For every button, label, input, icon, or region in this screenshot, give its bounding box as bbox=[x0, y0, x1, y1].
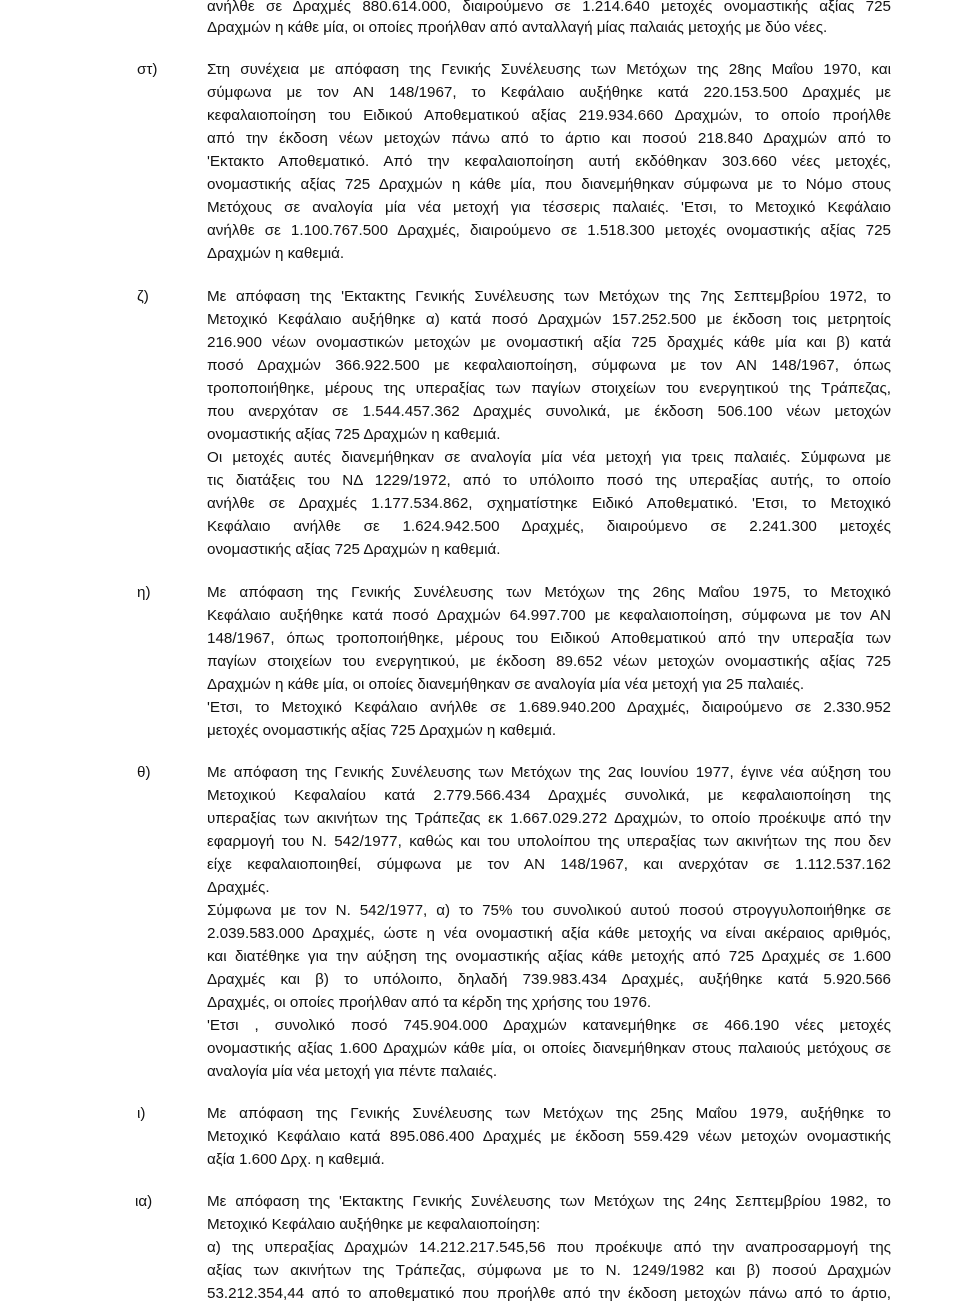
paragraph-line: 53.212.354,44 από το αποθεματικό που προήλθε από την έκδοση μετοχών πάνω από το άρτιο, bbox=[207, 1285, 891, 1302]
paragraph-line: αξίας των ακινήτων της Τράπεζας, σύμφωνα με το Ν. 1249/1982 και β) ποσού Δραχμών bbox=[207, 1262, 891, 1279]
paragraph-line: 'Ετσι , συνολικό ποσό 745.904.000 Δραχμών κατανεμήθηκε σε 466.190 νέες μετοχές bbox=[207, 1017, 891, 1034]
paragraph-line: Σύμφωνα με τον Ν. 542/1977, α) το 75% του συνολικού αυτού ποσού στρογγυλοποιήθηκε σε bbox=[207, 902, 891, 919]
paragraph-line: Με απόφαση της Γενικής Συνέλευσης των Μετόχων της 2ας Ιουνίου 1977, έγινε νέα αύξηση του bbox=[207, 764, 891, 781]
paragraph-line: κεφαλαιοποίηση του Ειδικού Αποθεματικού αξίας 219.934.660 Δραχμών, το οποίο προήλθε bbox=[207, 107, 891, 124]
paragraph-line: Οι μετοχές αυτές διανεμήθηκαν σε αναλογία μία νέα μετοχή για τρεις παλαιές. Σύμφωνα με bbox=[207, 449, 891, 466]
section-marker: ια) bbox=[135, 1193, 153, 1210]
paragraph-line: τροποποιήθηκε, μέρους της υπεραξίας των παγίων στοιχείων του ενεργητικού της Τράπεζας, bbox=[207, 380, 891, 397]
paragraph-line: Με απόφαση της Γενικής Συνέλευσης των Μετόχων της 25ης Μαΐου 1979, αυξήθηκε το bbox=[207, 1105, 891, 1122]
paragraph-line: Δραχμές, οι οποίες προήλθαν από τα κέρδη της χρήσης του 1976. bbox=[207, 994, 652, 1011]
paragraph-line: Μετόχους σε αναλογία μία νέα μετοχή για τέσσερις παλαιές. 'Ετσι, το Μετοχικό Κεφάλαιο bbox=[207, 199, 891, 216]
paragraph-line: ποσό Δραχμών 366.922.500 με κεφαλαιοποίηση, σύμφωνα με τον ΑΝ 148/1967, όπως bbox=[207, 357, 891, 374]
paragraph-line: Μετοχικό Κεφάλαιο αυξήθηκε α) κατά ποσό Δραχμών 157.252.500 με έκδοση τοις μετρητοίς bbox=[207, 311, 891, 328]
paragraph-line: Στη συνέχεια με απόφαση της Γενικής Συνέλευσης των Μετόχων της 28ης Μαΐου 1970, και bbox=[207, 61, 891, 78]
section-marker: θ) bbox=[137, 764, 151, 781]
paragraph-line: αναλογία μία νέα μετοχή για πέντε παλαιές. bbox=[207, 1063, 498, 1080]
paragraph-line: Δραχμών η καθεμιά. bbox=[207, 245, 345, 262]
paragraph-line: 216.900 νέων ονομαστικών μετοχών με ονομαστική αξία 725 δραχμές κάθε μία και β) κατά bbox=[207, 334, 891, 351]
paragraph-line: ονομαστικής αξίας 725 Δραχμών η καθεμιά. bbox=[207, 541, 501, 558]
paragraph-line: από την έκδοση νέων μετοχών πάνω από το άρτιο και ποσού 218.840 Δραχμών από το bbox=[207, 130, 891, 147]
paragraph-line: και διατέθηκε για την αύξηση της ονομαστικής αξίας κάθε μετοχής από 725 Δραχμές σε 1.600 bbox=[207, 948, 891, 965]
paragraph-line: Με απόφαση της Γενικής Συνέλευσης των Μετόχων της 26ης Μαΐου 1975, το Μετοχικό bbox=[207, 584, 891, 601]
paragraph-line: Κεφάλαιο ανήλθε σε 1.624.942.500 Δραχμές, διαιρούμενο σε 2.241.300 μετοχές bbox=[207, 518, 891, 535]
paragraph-line: ανήλθε σε Δραχμές 1.177.534.862, σχηματίστηκε Ειδικό Αποθεματικό. 'Ετσι, το Μετοχικό bbox=[207, 495, 891, 512]
paragraph-line: Δραχμών η κάθε μία, οι οποίες διανεμήθηκαν σε αναλογία μία νέα μετοχή για 25 παλαιές. bbox=[207, 676, 805, 693]
paragraph-line: εφαρμογή του Ν. 542/1977, καθώς και του υπολοίπου της υπεραξίας των ακινήτων της που δεν bbox=[207, 833, 891, 850]
continuation-line: ανήλθε σε Δραχμές 880.614.000, διαιρούμενο σε 1.214.640 μετοχές ονομαστικής αξίας 725 bbox=[207, 0, 891, 15]
paragraph-line: Με απόφαση της 'Εκτακτης Γενικής Συνέλευσης των Μετόχων της 24ης Σεπτεμβρίου 1982, το bbox=[207, 1193, 891, 1210]
paragraph-line: υπεραξίας των ακινήτων της Τράπεζας εκ 1.667.029.272 Δραχμών, το οποίο προέκυψε από την bbox=[207, 810, 891, 827]
paragraph-line: είχε κεφαλαιοποιηθεί, σύμφωνα με τον ΑΝ 148/1967, και ανερχόταν σε 1.112.537.162 bbox=[207, 856, 891, 873]
section-marker: στ) bbox=[137, 61, 158, 78]
paragraph-line: τις διατάξεις του ΝΔ 1229/1972, από το υπόλοιπο ποσό της υπεραξίας αυτής, το οποίο bbox=[207, 472, 891, 489]
section-marker: η) bbox=[137, 584, 151, 601]
paragraph-line: 148/1967, όπως τροποποιήθηκε, μέρους του Ειδικού Αποθεματικού από την υπεραξία των bbox=[207, 630, 891, 647]
paragraph-line: παγίων στοιχείων του ενεργητικού, με έκδοση 89.652 νέων μετοχών ονομαστικής αξίας 725 bbox=[207, 653, 891, 670]
paragraph-line: που ανερχόταν σε 1.544.457.362 Δραχμές συνολικά, με έκδοση 506.100 νέων μετοχών bbox=[207, 403, 891, 420]
paragraph-line: ονομαστικής αξίας 1.600 Δραχμών κάθε μία, οι οποίες διανεμήθηκαν στους παλαιούς μετόχους σε bbox=[207, 1040, 891, 1057]
paragraph-line: ανήλθε σε 1.100.767.500 Δραχμές, διαιρούμενο σε 1.518.300 μετοχές ονομαστικής αξίας 725 bbox=[207, 222, 891, 239]
paragraph-line: ονομαστικής αξίας 725 Δραχμών η καθεμιά. bbox=[207, 426, 501, 443]
continuation-line: Δραχμών η κάθε μία, οι οποίες προήλθαν από ανταλλαγή μίας παλαιάς μετοχής με δύο νέες. bbox=[207, 19, 828, 36]
paragraph-line: 'Ετσι, το Μετοχικό Κεφάλαιο ανήλθε σε 1.689.940.200 Δραχμές, διαιρούμενο σε 2.330.952 bbox=[207, 699, 891, 716]
paragraph-line: αξία 1.600 Δρχ. η καθεμιά. bbox=[207, 1151, 385, 1168]
paragraph-line: Μετοχικό Κεφάλαιο κατά 895.086.400 Δραχμές με έκδοση 559.429 νέων μετοχών ονομαστικής bbox=[207, 1128, 891, 1145]
paragraph-line: Δραχμές. bbox=[207, 879, 270, 896]
paragraph-line: μετοχές ονομαστικής αξίας 725 Δραχμών η καθεμιά. bbox=[207, 722, 557, 739]
paragraph-line: 'Εκτακτο Αποθεματικό. Από την κεφαλαιοποίηση αυτή εκδόθηκαν 303.660 νέες μετοχές, bbox=[207, 153, 891, 170]
paragraph-line: α) της υπεραξίας Δραχμών 14.212.217.545,56 που προέκυψε από την αναπροσαρμογή της bbox=[207, 1239, 891, 1256]
section-marker: ι) bbox=[137, 1105, 146, 1122]
paragraph-line: σύμφωνα με τον ΑΝ 148/1967, το Κεφάλαιο αυξήθηκε κατά 220.153.500 Δραχμές με bbox=[207, 84, 891, 101]
paragraph-line: Δραχμές και β) το υπόλοιπο, δηλαδή 739.983.434 Δραχμές, αυξήθηκε κατά 5.920.566 bbox=[207, 971, 891, 988]
paragraph-line: 2.039.583.000 Δραχμές, ώστε η νέα ονομαστική αξία κάθε μετοχής να είναι ακέραιος αριθμός, bbox=[207, 925, 891, 942]
paragraph-line: Με απόφαση της 'Εκτακτης Γενικής Συνέλευσης των Μετόχων της 7ης Σεπτεμβρίου 1972, το bbox=[207, 288, 891, 305]
paragraph-line: Μετοχικό Κεφάλαιο αυξήθηκε με κεφαλαιοποίηση: bbox=[207, 1216, 541, 1233]
paragraph-line: Μετοχικού Κεφαλαίου κατά 2.779.566.434 Δραχμές συνολικά, με κεφαλαιοποίηση της bbox=[207, 787, 891, 804]
section-marker: ζ) bbox=[137, 288, 149, 305]
paragraph-line: ονομαστικής αξίας 725 Δραχμών η κάθε μία, που διανεμήθηκαν σύμφωνα με το Νόμο στους bbox=[207, 176, 891, 193]
paragraph-line: Κεφάλαιο αυξήθηκε κατά ποσό Δραχμών 64.997.700 με κεφαλαιοποίηση, σύμφωνα με τον ΑΝ bbox=[207, 607, 891, 624]
